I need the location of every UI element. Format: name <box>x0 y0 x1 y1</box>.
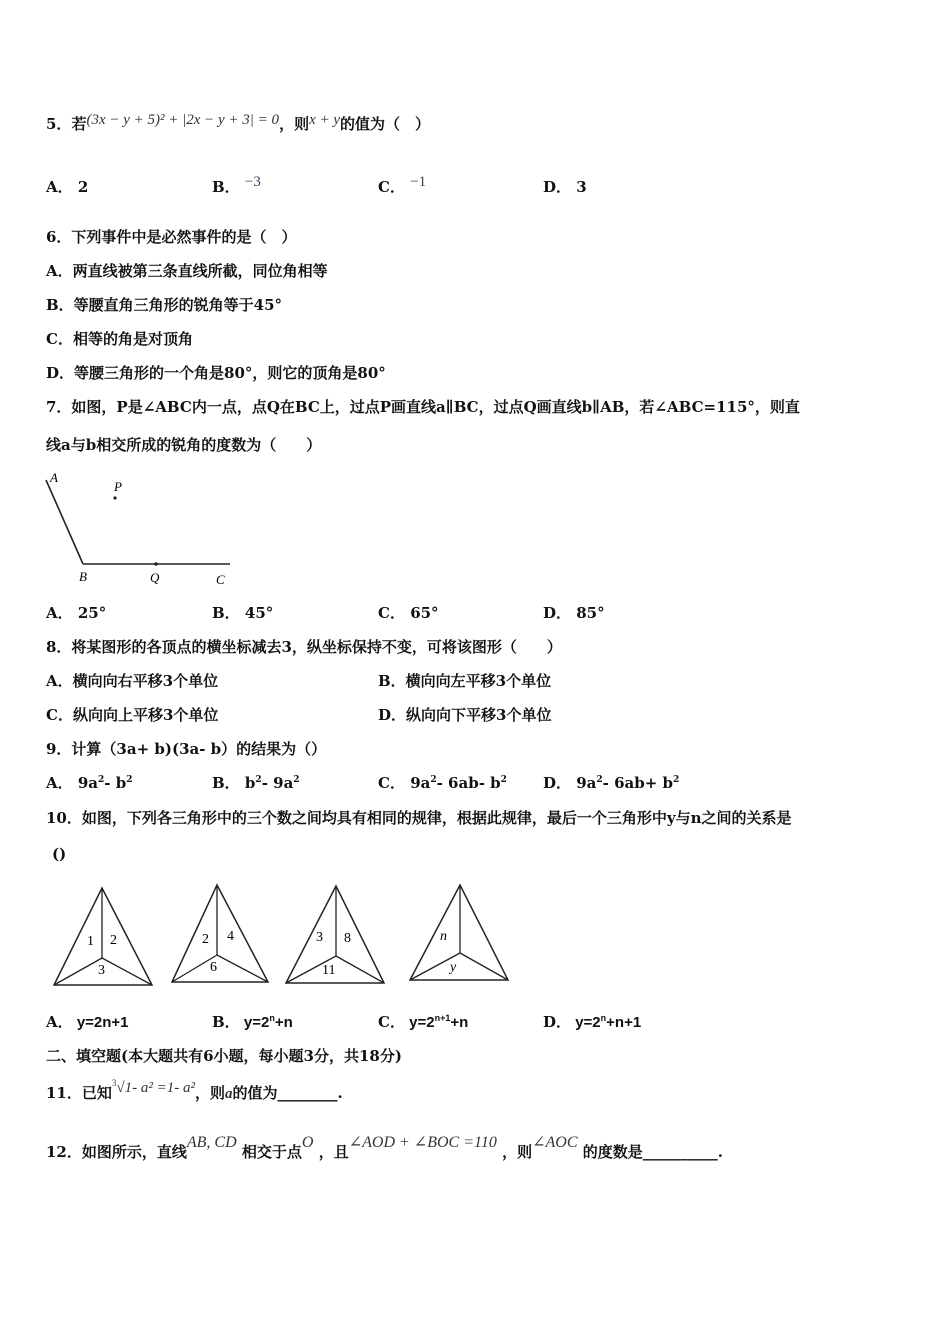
q7-label-b: B <box>79 569 87 584</box>
q10-triangle-3 <box>286 886 384 983</box>
q9-option-b[interactable]: B． $b^2-$ $9a^2$ <box>212 774 300 792</box>
q5-option-d[interactable]: D． 3 <box>543 178 587 196</box>
q10-t4-a: n <box>440 929 447 944</box>
q5-option-b[interactable]: B． −3 <box>212 174 261 196</box>
q5-option-a[interactable]: A． 2 <box>46 178 89 196</box>
q8-option-b[interactable]: B．横向向左平移3个单位 <box>378 672 552 690</box>
q5-sum-expr: x + y <box>309 112 341 128</box>
q9-option-a[interactable]: A． $9a^2-$ $b^2$ <box>46 774 133 792</box>
q7-option-b[interactable]: B． 45° <box>212 604 274 622</box>
q10-option-c[interactable]: C． $y=2^{n+1}+n$ <box>378 1013 469 1031</box>
q12-condition-expr: ∠AOD + ∠BOC =110 <box>348 1134 497 1151</box>
q10-stem-line2: () <box>52 845 67 863</box>
q9-stem: 9．计算（3a+ b)(3a- b）的结果为（） <box>46 740 327 758</box>
q10-stem-line1: 10．如图，下列各三角形中的三个数之间均具有相同的规律，根据此规律，最后一个三角形中y与n之间的关系是 <box>46 809 792 827</box>
q8-option-c[interactable]: C．纵向向上平移3个单位 <box>46 706 219 724</box>
q10-t1-a: 1 <box>87 934 94 949</box>
q10-t2-b: 4 <box>227 929 234 944</box>
q11-radical: $^3$√1- a² =1- a² <box>111 1078 195 1096</box>
q10-t1-b: 2 <box>110 933 117 948</box>
q7-stem-line1: 7．如图，P是∠ABC内一点，点Q在BC上，过点P画直线a∥BC，过点Q画直线b∥AB，若∠ABC=115°，则直 <box>46 398 800 416</box>
q10-triangle-2 <box>172 885 268 982</box>
q8-option-d[interactable]: D．纵向向下平移3个单位 <box>378 706 552 724</box>
q10-t4-c: y <box>450 960 457 975</box>
section-fill-in-title: 二、填空题(本大题共有6小题，每小题3分，共18分) <box>46 1047 402 1065</box>
q7-stem-line2: 线a与b相交所成的锐角的度数为（ ） <box>46 436 322 454</box>
q10-option-b[interactable]: B． $y=2^n+n$ <box>212 1013 293 1031</box>
q7-option-a[interactable]: A． 25° <box>46 604 107 622</box>
q9-option-c[interactable]: C． $9a^2-$ 6ab- $b^2$ <box>378 774 507 792</box>
q10-option-d[interactable]: D． $y=2^n+n+1$ <box>543 1013 642 1031</box>
q10-t2-c: 6 <box>210 960 217 975</box>
q12-stem: 12．如图所示，直线AB, CD 相交于点O ，且∠AOD + ∠BOC =110 ，则∠AOC 的度数是__________. <box>46 1134 723 1161</box>
q10-t3-a: 3 <box>316 930 323 945</box>
q7-label-p: P <box>114 479 122 494</box>
q5-option-c[interactable]: C． −1 <box>378 174 427 196</box>
q12-lines-expr: AB, CD <box>186 1134 237 1151</box>
q5-equation: (3x − y + 5)² + |2x − y + 3| = 0 <box>86 112 280 128</box>
q6-stem: 6．下列事件中是必然事件的是（ ） <box>46 228 297 246</box>
q7-label-c: C <box>216 572 225 587</box>
q6-option-d[interactable]: D．等腰三角形的一个角是80°，则它的顶角是80° <box>46 364 386 382</box>
q10-t2-a: 2 <box>202 932 209 947</box>
q8-option-a[interactable]: A．横向向右平移3个单位 <box>46 672 219 690</box>
q10-triangle-figure <box>50 880 520 992</box>
q7-label-a: A <box>50 470 58 485</box>
q10-triangle-4 <box>410 885 508 980</box>
q7-angle-figure <box>40 468 240 590</box>
q6-option-c[interactable]: C．相等的角是对顶角 <box>46 330 193 348</box>
q10-t3-b: 8 <box>344 931 351 946</box>
q5-stem: 5．若(3x − y + 5)² + |2x − y + 3| = 0，则x + y的值为（ ） <box>46 112 431 133</box>
q8-stem: 8．将某图形的各顶点的横坐标减去3，纵坐标保持不变，可将该图形（ ） <box>46 638 562 656</box>
q6-option-b[interactable]: B．等腰直角三角形的锐角等于45° <box>46 296 283 314</box>
q7-option-d[interactable]: D． 85° <box>543 604 605 622</box>
q9-option-d[interactable]: D． $9a^2-$ $6ab+ b^2$ <box>543 774 680 792</box>
q7-option-c[interactable]: C． 65° <box>378 604 439 622</box>
q10-t1-c: 3 <box>98 963 105 978</box>
q7-label-q: Q <box>150 570 160 585</box>
q10-t3-c: 11 <box>322 963 336 978</box>
q10-triangle-1 <box>54 888 152 985</box>
q6-option-a[interactable]: A．两直线被第三条直线所截，同位角相等 <box>46 262 328 280</box>
q11-stem: 11．已知$^3$√1- a² =1- a²，则a的值为________. <box>46 1078 343 1102</box>
q10-option-a[interactable]: A． y=2n+1 <box>46 1013 129 1031</box>
